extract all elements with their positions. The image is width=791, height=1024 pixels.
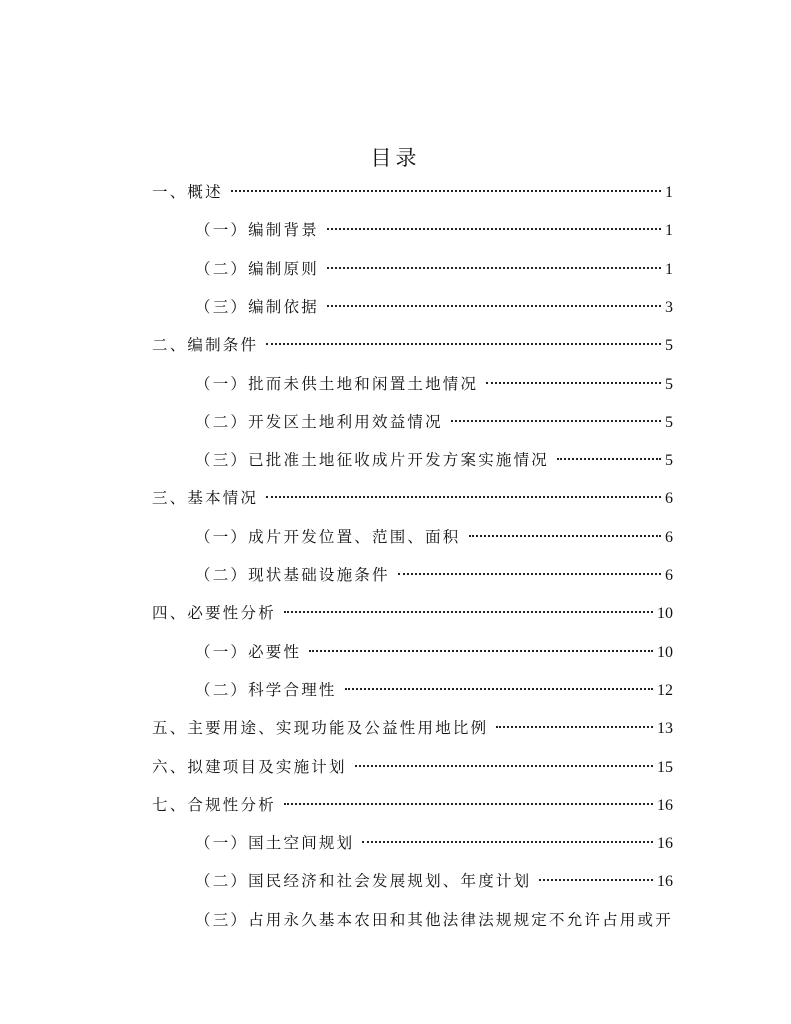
toc-dot-leader [231,190,661,192]
toc-page-number: 3 [665,298,673,316]
toc-dot-leader [398,573,661,575]
toc-page-number: 12 [657,681,673,699]
toc-entry-text: 一、概述 [152,183,223,201]
toc-entry-text: 六、拟建项目及实施计划 [152,757,347,776]
toc-page-number: 1 [665,184,673,201]
toc-entry-text: （二）现状基础设施条件 [195,566,390,584]
toc-page-number: 6 [665,490,673,508]
toc-entry[interactable] [152,598,673,628]
toc-entry-text: （一）国土空间规划 [195,834,355,853]
toc-entry[interactable] [195,254,673,284]
toc-entry-text: （三）已批准土地征收成片开发方案实施情况 [195,451,550,470]
toc-entry[interactable] [195,522,673,552]
toc-dot-leader [327,305,661,307]
toc-entry[interactable] [152,330,673,360]
toc-entry[interactable] [152,790,673,820]
toc-page-number: 1 [665,260,673,278]
toc-entry-text: 五、主要用途、实现功能及公益性用地比例 [152,719,489,738]
toc-entry-text: （一）编制背景 [195,221,319,240]
toc-page-number: 16 [657,796,673,814]
toc-dot-leader [309,650,653,652]
toc-entry-text: （一）必要性 [195,642,302,661]
toc-dot-leader [469,535,661,537]
toc-page-number: 5 [665,375,673,393]
toc-page-number: 5 [665,452,673,470]
toc-entry-text: （一）批而未供土地和闲置土地情况 [195,374,479,393]
toc-page-number: 6 [665,528,673,546]
toc-entry[interactable] [152,713,673,743]
toc-entry[interactable] [152,483,673,513]
toc-entry[interactable] [195,675,673,705]
toc-page-number: 16 [657,873,673,891]
toc-entry-text: （三）编制依据 [195,297,319,316]
toc-page-number: 5 [665,337,673,355]
toc-dot-leader [327,228,661,230]
toc-dot-leader [486,382,661,384]
toc-page-number: 5 [665,413,673,431]
toc-entry-text: 七、合规性分析 [152,795,276,814]
toc-page-number: 6 [665,567,673,584]
toc-dot-leader [266,496,661,498]
toc-page-number: 13 [657,720,673,738]
toc-page-number: 10 [657,643,673,661]
toc-dot-leader [496,726,653,728]
toc-dot-leader [539,879,653,881]
toc-entry[interactable] [152,177,673,207]
toc-entry-text: （二）开发区土地利用效益情况 [195,412,443,431]
toc-entry-text: （二）编制原则 [195,259,319,278]
toc-dot-leader [345,688,653,690]
toc-page-number: 15 [657,758,673,776]
toc-entry-text: （一）成片开发位置、范围、面积 [195,527,461,546]
toc-entry-text: 三、基本情况 [152,489,259,508]
toc-entry[interactable] [195,292,673,322]
toc-entry-text: 四、必要性分析 [152,604,276,623]
toc-entry-text: （二）科学合理性 [195,680,337,699]
toc-entry[interactable] [152,752,673,782]
toc-entry[interactable] [195,445,673,475]
toc-dot-leader [557,458,661,460]
toc-page-number: 16 [657,835,673,853]
toc-dot-leader [451,420,661,422]
toc-entry-text: （三）占用永久基本农田和其他法律法规规定不允许占用或开 [195,910,673,929]
toc-entry-text: （二）国民经济和社会发展规划、年度计划 [195,872,532,891]
toc-page-number: 10 [657,605,673,623]
toc-entry[interactable] [195,905,673,935]
toc-entry[interactable] [195,866,673,896]
toc-dot-leader [327,267,661,269]
toc-dot-leader [284,611,653,613]
toc-entry[interactable] [195,637,673,667]
toc-dot-leader [362,841,653,843]
toc-title: 目录 [370,146,421,170]
toc-dot-leader [266,343,661,345]
toc-entry-text: 二、编制条件 [152,336,259,355]
toc-entry[interactable] [195,560,673,590]
toc-entry[interactable] [195,828,673,858]
toc-dot-leader [284,803,653,805]
toc-entry[interactable] [195,369,673,399]
toc-dot-leader [355,765,653,767]
toc-entry[interactable] [195,407,673,437]
toc-page-number: 1 [665,222,673,240]
toc-entry[interactable] [195,215,673,245]
